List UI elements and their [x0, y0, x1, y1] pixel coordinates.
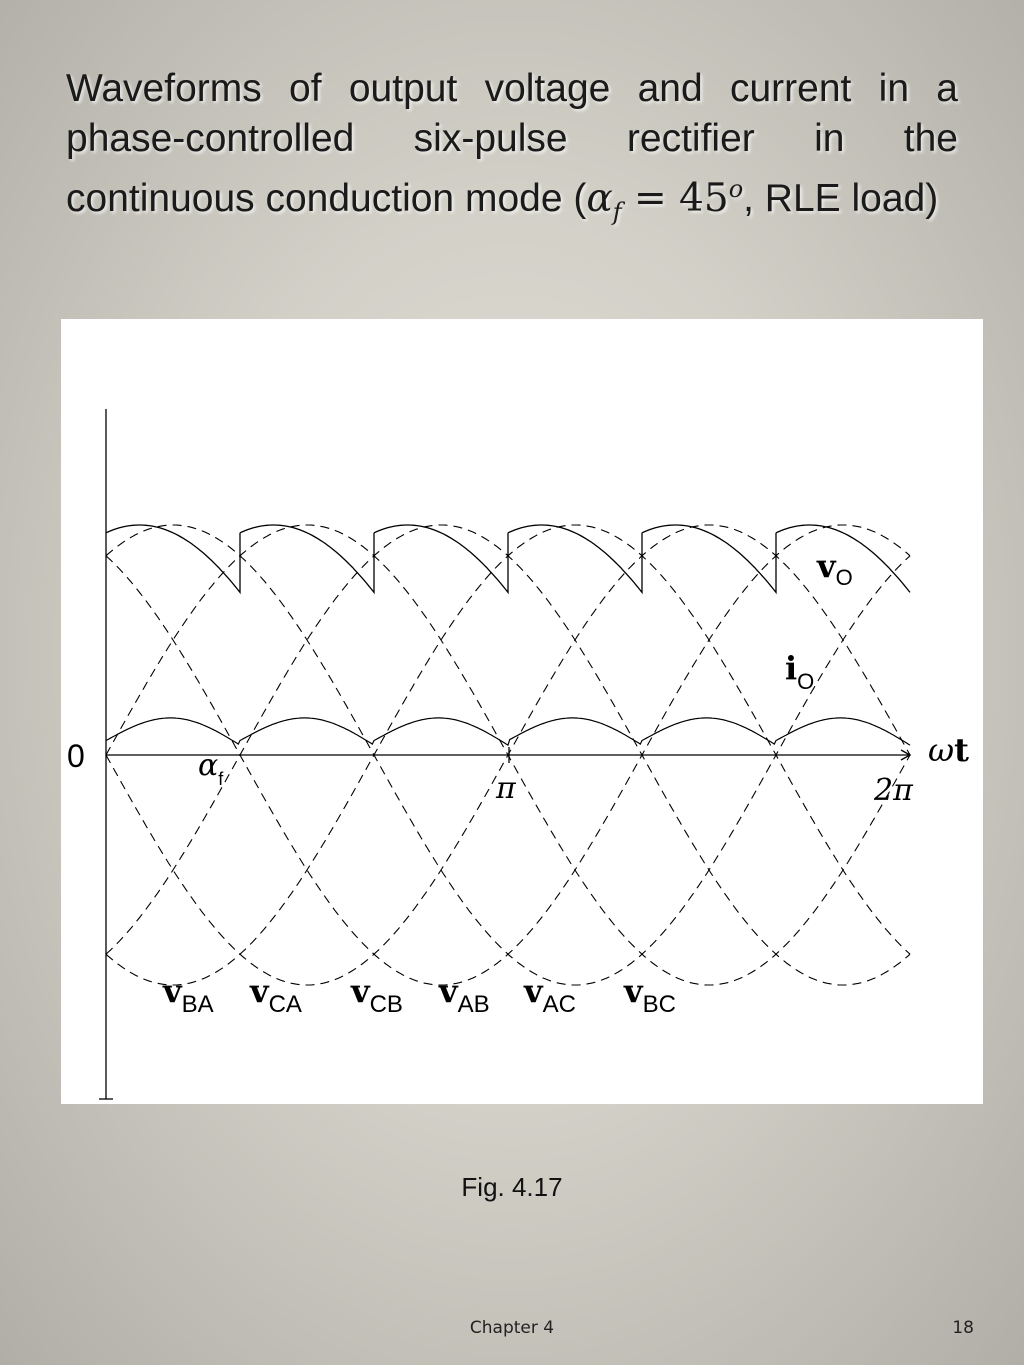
output-voltage-segment-5	[642, 525, 776, 592]
page-number: 18	[952, 1318, 974, 1338]
pi-label: π	[496, 771, 516, 806]
phase-label-ba: $v_{BA}$	[163, 972, 214, 1018]
phase-label-cb: $v_{CB}$	[351, 972, 403, 1018]
diagram-labels	[67, 547, 969, 1018]
figure-caption: Fig. 4.17	[461, 1172, 563, 1202]
title-alpha-subscript: f	[612, 197, 622, 226]
alpha-f-label: $\alpha_f$	[198, 748, 224, 789]
output-voltage-segment-3	[374, 525, 508, 592]
output-voltage-segment-1	[106, 525, 240, 592]
diagram-panel	[61, 319, 983, 1104]
slide-title	[66, 64, 958, 237]
phase-labels	[162, 972, 676, 1018]
phase-label-ab: $v_{AB}$	[439, 972, 490, 1018]
vo-label: $v_O$	[817, 547, 853, 590]
phase-label-bc: $v_{BC}$	[624, 972, 676, 1018]
waveform-diagram	[61, 319, 983, 1104]
output-voltage-segment-4	[508, 525, 642, 592]
title-equation: = 45	[621, 176, 729, 221]
axes	[99, 409, 910, 1099]
origin-label: 0	[67, 738, 85, 774]
title-alpha: α	[586, 176, 613, 221]
two-pi-label: 2π	[874, 773, 913, 808]
title-degree: o	[728, 175, 744, 203]
output-voltage-segment-2	[240, 525, 374, 592]
omega-t-label: ωt	[928, 731, 969, 769]
phase-label-ca: $v_{CA}$	[250, 972, 302, 1018]
io-label: $i_O$	[785, 649, 815, 694]
title-text: Waveforms of output voltage and current in a phase-controlled six-pulse rectifier in the continuous conduction mode (	[66, 67, 958, 220]
output-waveforms	[106, 525, 910, 745]
phase-label-ac: $v_{AC}$	[524, 972, 576, 1018]
title-suffix: , RLE load)	[743, 177, 939, 220]
footer-chapter: Chapter 4	[469, 1318, 555, 1338]
